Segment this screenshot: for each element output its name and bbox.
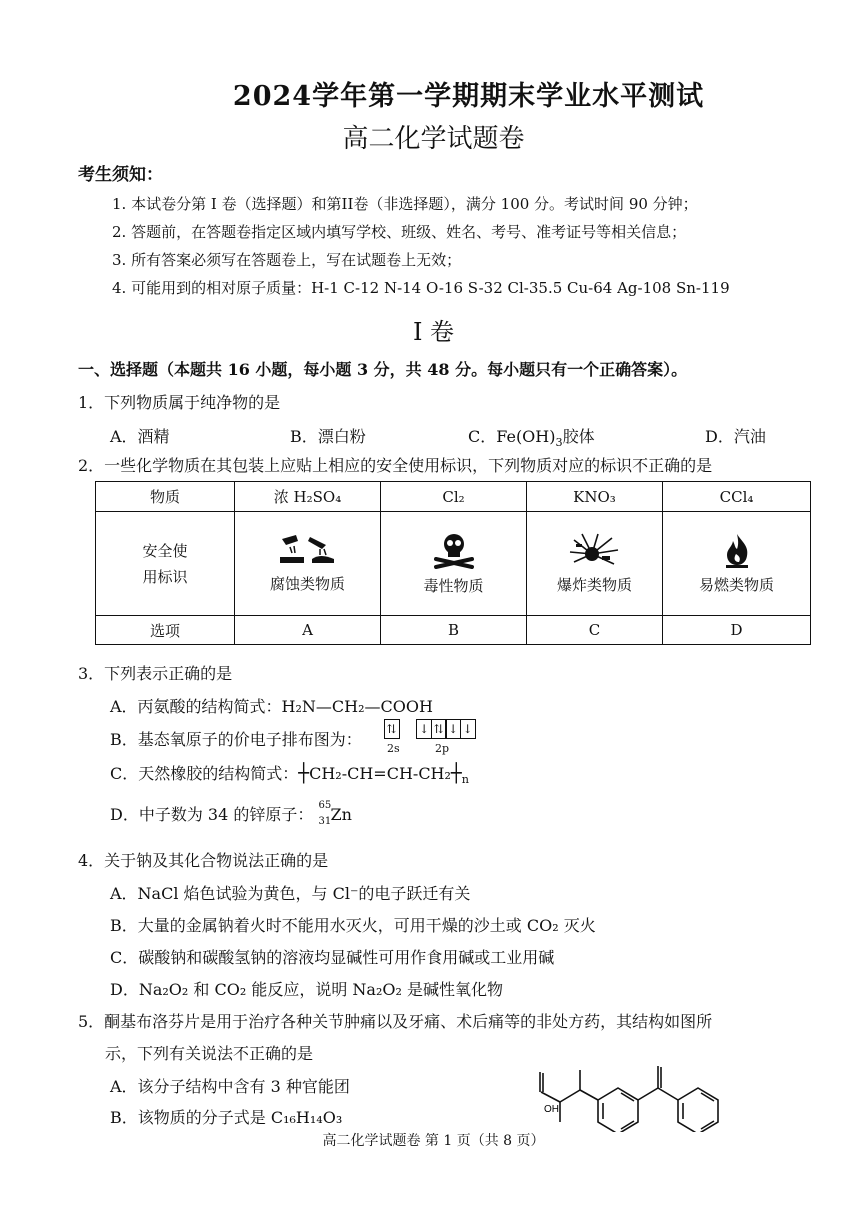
q3-option-b: B．基态氧原子的价电子排布图为： <box>110 730 362 749</box>
q1-option-d: D．汽油 <box>705 427 766 446</box>
q4-option-c: C．碳酸钠和碳酸氢钠的溶液均显碱性可用作食用碱或工业用碱 <box>110 948 555 967</box>
orbital-box-2p: ↓ <box>416 719 432 739</box>
orbital-box-2p: ↓ <box>445 719 461 739</box>
explosive-icon <box>568 532 622 568</box>
corrosive-icon <box>276 533 340 567</box>
question-5-stem: 5．酮基布洛芬片是用于治疗各种关节肿痛以及牙痛、术后痛等的非处方药，其结构如图所 <box>78 1012 713 1031</box>
table-cell-substance-c: KNO₃ <box>527 482 663 512</box>
table-cell-option-d: D <box>663 616 811 645</box>
table-cell-option-a: A <box>235 616 381 645</box>
oh-label: OH <box>544 1104 559 1115</box>
q4-option-b: B．大量的金属钠着火时不能用水灭火，可用干燥的沙土或 CO₂ 灭火 <box>110 916 596 935</box>
q4-option-a: A．NaCl 焰色试验为黄色，与 Cl⁻的电子跃迁有关 <box>110 884 471 903</box>
question-5-stem-cont: 示，下列有关说法不正确的是 <box>105 1044 314 1063</box>
q1-option-b: B．漂白粉 <box>290 427 366 446</box>
orbital-box-2p: ↓ <box>460 719 476 739</box>
question-1-stem: 1．下列物质属于纯净物的是 <box>78 393 281 412</box>
notice-item: 4. 可能用到的相对原子质量：H-1 C-12 N-14 O-16 S-32 Cl-35.5 Cu-64 Ag-108 Sn-119 <box>112 279 730 297</box>
q5-option-b: B．该物质的分子式是 C₁₆H₁₄O₃ <box>110 1108 343 1127</box>
table-cell-symbol-b: 毒性物质 <box>381 512 527 616</box>
table-header-label: 安全使 用标识 <box>96 512 235 616</box>
exam-title: 2024学年第一学期期末学业水平测试 <box>232 81 705 112</box>
ketoprofen-structure-diagram <box>520 1032 760 1132</box>
exam-subtitle: 高二化学试题卷 <box>342 124 525 154</box>
section-title: I 卷 <box>412 318 455 346</box>
question-2-stem: 2．一些化学物质在其包装上应贴上相应的安全使用标识，下列物质对应的标识不正确的是 <box>78 456 713 475</box>
notice-heading: 考生须知： <box>78 165 163 185</box>
section-intro: 一、选择题（本题共 16 小题，每小题 3 分，共 48 分。每小题只有一个正确答案）。 <box>78 360 688 379</box>
table-cell-symbol-a: 腐蚀类物质 <box>235 512 381 616</box>
table-cell-symbol-d: 易燃类物质 <box>663 512 811 616</box>
table-header-substance: 物质 <box>96 482 235 512</box>
zinc-nuclide: 65 31 Zn <box>318 799 352 827</box>
table-header-option: 选项 <box>96 616 235 645</box>
notice-item: 3. 所有答案必须写在答题卷上，写在试题卷上无效； <box>112 251 462 269</box>
table-cell-substance-d: CCl₄ <box>663 482 811 512</box>
orbital-box-2p: ⇅ <box>431 719 447 739</box>
table-cell-substance-b: Cl₂ <box>381 482 527 512</box>
skull-crossbones-icon <box>432 531 476 569</box>
hazard-table <box>95 481 811 645</box>
q3-option-d: D．中子数为 34 的锌原子： 65 31 Zn <box>110 799 352 827</box>
orbital-label-2p: 2p <box>435 742 450 755</box>
question-3-stem: 3．下列表示正确的是 <box>78 664 233 683</box>
orbital-label-2s: 2s <box>387 742 400 755</box>
table-cell-substance-a: 浓 H₂SO₄ <box>235 482 381 512</box>
q1-option-a: A．酒精 <box>110 427 170 446</box>
q5-option-a: A．该分子结构中含有 3 种官能团 <box>110 1077 350 1096</box>
orbital-diagram <box>385 718 476 755</box>
flame-icon <box>722 532 752 568</box>
page-footer: 高二化学试题卷 第 1 页（共 8 页） <box>322 1133 545 1149</box>
table-cell-option-b: B <box>381 616 527 645</box>
q1-option-c: C．$Fe(OH)_3$胶体 <box>468 427 595 450</box>
q4-option-d: D．Na₂O₂ 和 CO₂ 能反应，说明 Na₂O₂ 是碱性氧化物 <box>110 980 504 999</box>
notice-item: 2. 答题前，在答题卷指定区域内填写学校、班级、姓名、考号、准考证号等相关信息； <box>112 223 687 241</box>
orbital-box-2s: ⇅ <box>384 719 400 739</box>
notice-item: 1. 本试卷分第 I 卷（选择题）和第II卷（非选择题），满分 100 分。考试时间 90 分钟； <box>112 195 698 213</box>
q3-option-a: A．丙氨酸的结构简式：H₂N—CH₂—COOH <box>110 697 433 716</box>
table-cell-symbol-c: 爆炸类物质 <box>527 512 663 616</box>
table-cell-option-c: C <box>527 616 663 645</box>
q3-option-c: C．天然橡胶的结构简式：$┼CH_2-CH=CH-CH_2┼_n$ <box>110 763 469 787</box>
question-4-stem: 4．关于钠及其化合物说法正确的是 <box>78 851 329 870</box>
